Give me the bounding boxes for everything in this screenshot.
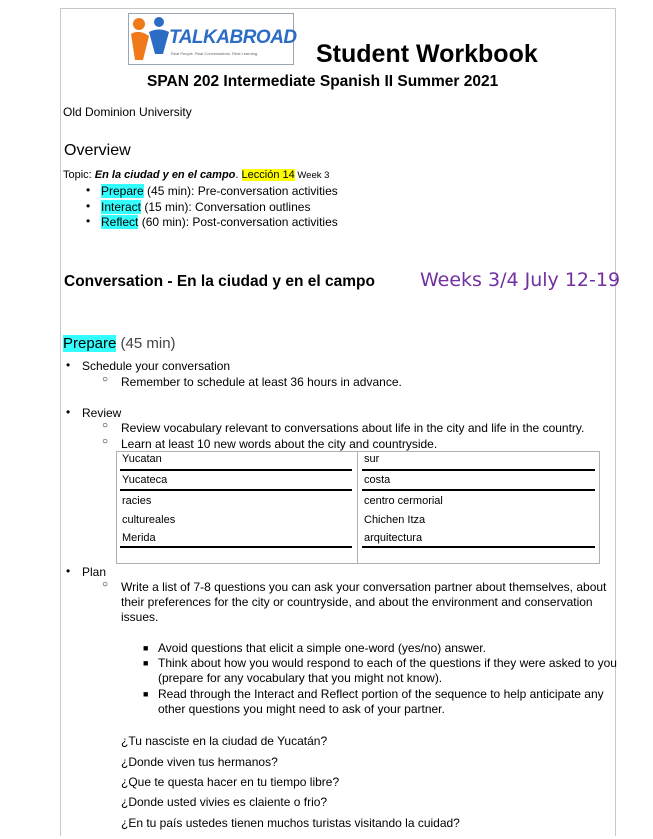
circle-bullet: ○ bbox=[102, 374, 109, 385]
list-item: • bbox=[66, 564, 71, 578]
vocab-cell: Merida bbox=[122, 532, 156, 544]
overview-item-label: Prepare bbox=[101, 184, 144, 198]
underline bbox=[120, 489, 352, 491]
overview-item-label: Reflect bbox=[101, 215, 139, 229]
question-item: ¿Tu nasciste en la ciudad de Yucatán? bbox=[121, 734, 328, 748]
plan-item: Plan bbox=[82, 565, 107, 579]
vocab-cell: Yucatan bbox=[122, 453, 162, 465]
talkabroad-logo bbox=[128, 13, 297, 65]
page-title: Student Workbook bbox=[316, 40, 538, 68]
weeks-label: Weeks 3/4 July 12-19 bbox=[420, 269, 621, 291]
vocab-cell: costa bbox=[364, 474, 391, 486]
logo-tagline: Real People. Real Conversations. Real Learning. bbox=[171, 51, 259, 56]
question-item: ¿Donde usted vivies es claiente o frio? bbox=[121, 795, 328, 809]
overview-item-text: (60 min): Post-conversation activities bbox=[138, 215, 338, 229]
underline bbox=[362, 469, 595, 471]
circle-bullet: ○ bbox=[102, 579, 109, 590]
prepare-duration: (45 min) bbox=[116, 335, 176, 352]
tip-line: other questions you might need to ask of your partner. bbox=[158, 702, 445, 716]
logo-wordmark bbox=[169, 27, 297, 49]
vocab-cell: racies bbox=[122, 495, 152, 507]
underline bbox=[120, 546, 352, 548]
schedule-subitem: Remember to schedule at least 36 hours in advance. bbox=[121, 375, 402, 389]
square-bullet: ■ bbox=[143, 643, 149, 653]
topic-prefix: Topic: bbox=[63, 169, 95, 181]
underline bbox=[120, 469, 352, 471]
tip-line: Read through the Interact and Reflect portion of the sequence to help anticipate any bbox=[158, 687, 604, 701]
list-item: • bbox=[66, 358, 71, 372]
square-bullet: ■ bbox=[143, 689, 149, 699]
underline bbox=[362, 546, 595, 548]
conversation-heading: Conversation - En la ciudad y en el campo bbox=[64, 273, 375, 290]
question-item: ¿Donde viven tus hermanos? bbox=[121, 755, 278, 769]
logo-figures-icon bbox=[129, 14, 173, 64]
overview-item-text: (15 min): Conversation outlines bbox=[141, 200, 311, 214]
tip-line: Think about how you would respond to each of the questions if they were asked to you bbox=[158, 656, 617, 670]
plan-subitem-line: their preferences for the city or countryside, and about the environment and conservation bbox=[121, 595, 593, 609]
vocab-cell: arquitectura bbox=[364, 532, 423, 544]
review-subitem: Review vocabulary relevant to conversations about life in the city and life in the country. bbox=[121, 421, 585, 435]
vocab-table bbox=[116, 451, 600, 564]
list-item: • bbox=[86, 199, 91, 213]
topic-title: En la ciudad y en el campo bbox=[94, 169, 236, 181]
overview-item-label: Interact bbox=[101, 200, 142, 214]
university-name: Old Dominion University bbox=[63, 105, 192, 119]
question-item: ¿En tu país ustedes tienen muchos turistas visitando la cuidad? bbox=[121, 816, 460, 830]
vocab-cell: Yucateca bbox=[122, 474, 168, 486]
logo-talk: TALK bbox=[169, 27, 217, 48]
topic-line bbox=[63, 169, 329, 181]
vocab-cell: Chichen Itza bbox=[364, 514, 426, 526]
list-item: • bbox=[66, 405, 71, 419]
overview-heading: Overview bbox=[64, 142, 131, 159]
overview-item-prepare bbox=[101, 184, 338, 198]
logo-abroad: ABROAD bbox=[216, 27, 297, 48]
topic-sep: . bbox=[235, 169, 242, 181]
plan-subitem-line: issues. bbox=[121, 610, 159, 624]
schedule-item: Schedule your conversation bbox=[82, 359, 231, 373]
prepare-label: Prepare bbox=[63, 335, 117, 352]
square-bullet: ■ bbox=[143, 658, 149, 668]
week-label: Week 3 bbox=[294, 170, 330, 181]
table-divider bbox=[357, 452, 358, 563]
circle-bullet: ○ bbox=[102, 436, 109, 447]
overview-item-text: (45 min): Pre-conversation activities bbox=[143, 184, 338, 198]
list-item: • bbox=[86, 183, 91, 197]
review-item: Review bbox=[82, 406, 122, 420]
plan-subitem-line: Write a list of 7-8 questions you can ask your conversation partner about themselves, about bbox=[121, 580, 607, 594]
overview-item-reflect bbox=[101, 215, 338, 229]
tip-line: (prepare for any vocabulary that you might not know). bbox=[158, 671, 443, 685]
course-subtitle: SPAN 202 Intermediate Spanish II Summer 2021 bbox=[147, 73, 499, 90]
vocab-cell: centro cermorial bbox=[364, 495, 443, 507]
lesson-badge: Lección 14 bbox=[241, 169, 295, 181]
overview-item-interact bbox=[101, 200, 310, 214]
underline bbox=[362, 489, 595, 491]
circle-bullet: ○ bbox=[102, 420, 109, 431]
vocab-cell: cultureales bbox=[122, 514, 176, 526]
list-item: • bbox=[86, 214, 91, 228]
tip-line: Avoid questions that elicit a simple one-word (yes/no) answer. bbox=[158, 641, 486, 655]
prepare-heading bbox=[63, 335, 176, 352]
review-subitem: Learn at least 10 new words about the city and countryside. bbox=[121, 437, 438, 451]
vocab-cell: sur bbox=[364, 453, 380, 465]
question-item: ¿Que te questa hacer en tu tiempo libre? bbox=[121, 775, 340, 789]
